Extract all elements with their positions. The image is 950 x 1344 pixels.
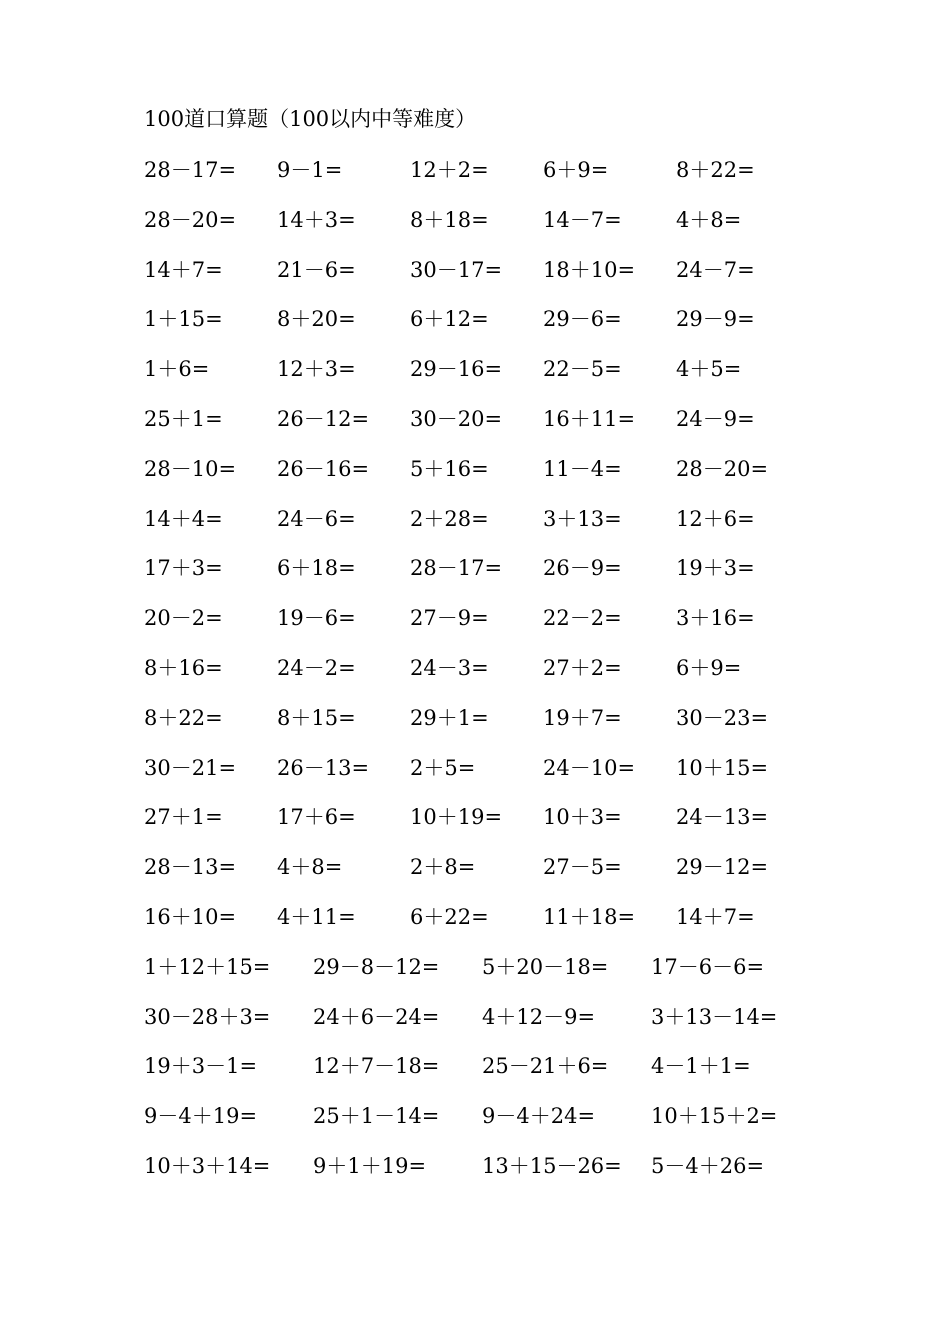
arithmetic-problem: 6＋18= [277,556,356,581]
problem-row [144,653,844,703]
arithmetic-problem: 17＋6= [277,805,356,830]
problem-row [144,205,844,255]
arithmetic-problem: 30－20= [410,406,503,431]
problem-row [144,504,844,554]
arithmetic-problem: 24－3= [410,655,489,680]
arithmetic-problem: 19－6= [277,606,356,631]
problem-row [144,155,844,205]
problem-row [144,304,844,354]
arithmetic-problem: 10＋15= [676,755,769,780]
arithmetic-problem: 26－9= [543,556,622,581]
arithmetic-problem: 25＋1= [144,406,223,431]
arithmetic-problem: 11＋18= [543,904,636,929]
arithmetic-problem: 5＋16= [410,456,489,481]
arithmetic-problem: 14－7= [543,207,622,232]
arithmetic-problem: 24＋6－24= [313,1004,440,1029]
arithmetic-problem: 29－8－12= [313,954,440,979]
arithmetic-problem: 29－9= [676,307,755,332]
problem-row [144,603,844,653]
arithmetic-problem: 4＋12－9= [482,1004,596,1029]
arithmetic-problem: 20－2= [144,606,223,631]
arithmetic-problem: 10＋3＋14= [144,1153,271,1178]
arithmetic-problem: 9－1= [277,158,343,182]
arithmetic-problem: 9＋1＋19= [313,1153,427,1178]
problem-row [144,1101,844,1151]
arithmetic-problem: 24－9= [676,406,755,431]
arithmetic-problem: 1＋12＋15= [144,954,271,979]
arithmetic-problem: 8＋18= [410,207,489,232]
arithmetic-problem: 26－12= [277,406,370,431]
arithmetic-problem: 22－5= [543,357,622,382]
arithmetic-problem: 2＋5= [410,755,476,780]
arithmetic-problem: 6＋12= [410,307,489,332]
arithmetic-problem: 16＋11= [543,406,636,431]
arithmetic-problem: 26－13= [277,755,370,780]
arithmetic-problem: 19＋3－1= [144,1054,258,1079]
arithmetic-problem: 24－13= [676,805,769,830]
arithmetic-problem: 5＋20－18= [482,954,609,979]
arithmetic-problem: 3＋13－14= [651,1004,778,1029]
arithmetic-problem: 24－10= [543,755,636,780]
arithmetic-problem: 30－21= [144,755,237,780]
arithmetic-problem: 27＋2= [543,655,622,680]
arithmetic-problem: 8＋22= [676,158,755,182]
arithmetic-problem: 27－9= [410,606,489,631]
problem-row [144,354,844,404]
arithmetic-problem: 2＋28= [410,506,489,531]
arithmetic-problem: 27＋1= [144,805,223,830]
arithmetic-problem: 8＋15= [277,705,356,730]
problem-row [144,852,844,902]
arithmetic-problem: 2＋8= [410,855,476,880]
arithmetic-problem: 17＋3= [144,556,223,581]
arithmetic-problem: 28－17= [410,556,503,581]
arithmetic-problem: 28－13= [144,855,237,880]
arithmetic-problem: 6＋22= [410,904,489,929]
arithmetic-problem: 8＋20= [277,307,356,332]
arithmetic-problem: 9－4＋24= [482,1104,596,1129]
arithmetic-problem: 28－10= [144,456,237,481]
arithmetic-problem: 10＋3= [543,805,622,830]
arithmetic-problem: 18＋10= [543,257,636,282]
arithmetic-problem: 10＋15＋2= [651,1104,778,1129]
arithmetic-problem: 13＋15－26= [482,1153,622,1178]
arithmetic-problem: 12＋7－18= [313,1054,440,1079]
arithmetic-problem: 30－17= [410,257,503,282]
problem-row [144,1051,844,1101]
arithmetic-problem: 25＋1－14= [313,1104,440,1129]
arithmetic-problem: 12＋6= [676,506,755,531]
arithmetic-problem: 1＋6= [144,357,210,382]
arithmetic-problem: 24－2= [277,655,356,680]
arithmetic-problem: 14＋7= [144,257,223,282]
worksheet-title: 100道口算题（100以内中等难度） [144,107,477,131]
arithmetic-problem: 22－2= [543,606,622,631]
arithmetic-problem: 14＋7= [676,904,755,929]
problem-row [144,255,844,305]
arithmetic-problem: 12＋3= [277,357,356,382]
arithmetic-problem: 12＋2= [410,158,489,182]
arithmetic-problem: 6＋9= [676,655,742,680]
arithmetic-problem: 14＋4= [144,506,223,531]
problem-row [144,553,844,603]
arithmetic-problem: 16＋10= [144,904,237,929]
arithmetic-problem: 11－4= [543,456,622,481]
arithmetic-problem: 4＋5= [676,357,742,382]
arithmetic-problem: 21－6= [277,257,356,282]
problem-grid [144,155,844,1201]
arithmetic-problem: 30－28＋3= [144,1004,271,1029]
arithmetic-problem: 19＋3= [676,556,755,581]
arithmetic-problem: 28－20= [676,456,769,481]
problem-row [144,1151,844,1201]
arithmetic-problem: 4＋11= [277,904,356,929]
arithmetic-problem: 29－12= [676,855,769,880]
arithmetic-problem: 26－16= [277,456,370,481]
arithmetic-problem: 29＋1= [410,705,489,730]
arithmetic-problem: 3＋16= [676,606,755,631]
arithmetic-problem: 4＋8= [676,207,742,232]
arithmetic-problem: 29－16= [410,357,503,382]
problem-row [144,404,844,454]
arithmetic-problem: 9－4＋19= [144,1104,258,1129]
arithmetic-problem: 6＋9= [543,158,609,182]
arithmetic-problem: 4＋8= [277,855,343,880]
arithmetic-problem: 24－6= [277,506,356,531]
arithmetic-problem: 30－23= [676,705,769,730]
arithmetic-problem: 3＋13= [543,506,622,531]
arithmetic-problem: 5－4＋26= [651,1153,765,1178]
arithmetic-problem: 27－5= [543,855,622,880]
problem-row [144,902,844,952]
arithmetic-problem: 17－6－6= [651,954,765,979]
problem-row [144,454,844,504]
problem-row [144,802,844,852]
arithmetic-problem: 1＋15= [144,307,223,332]
arithmetic-problem: 8＋16= [144,655,223,680]
problem-row [144,952,844,1002]
arithmetic-problem: 28－17= [144,158,237,182]
arithmetic-problem: 29－6= [543,307,622,332]
arithmetic-problem: 10＋19= [410,805,503,830]
problem-row [144,1002,844,1052]
problem-row [144,703,844,753]
arithmetic-problem: 28－20= [144,207,237,232]
arithmetic-problem: 4－1＋1= [651,1054,751,1079]
arithmetic-problem: 14＋3= [277,207,356,232]
arithmetic-problem: 24－7= [676,257,755,282]
arithmetic-problem: 25－21＋6= [482,1054,609,1079]
arithmetic-problem: 8＋22= [144,705,223,730]
arithmetic-problem: 19＋7= [543,705,622,730]
problem-row [144,753,844,803]
